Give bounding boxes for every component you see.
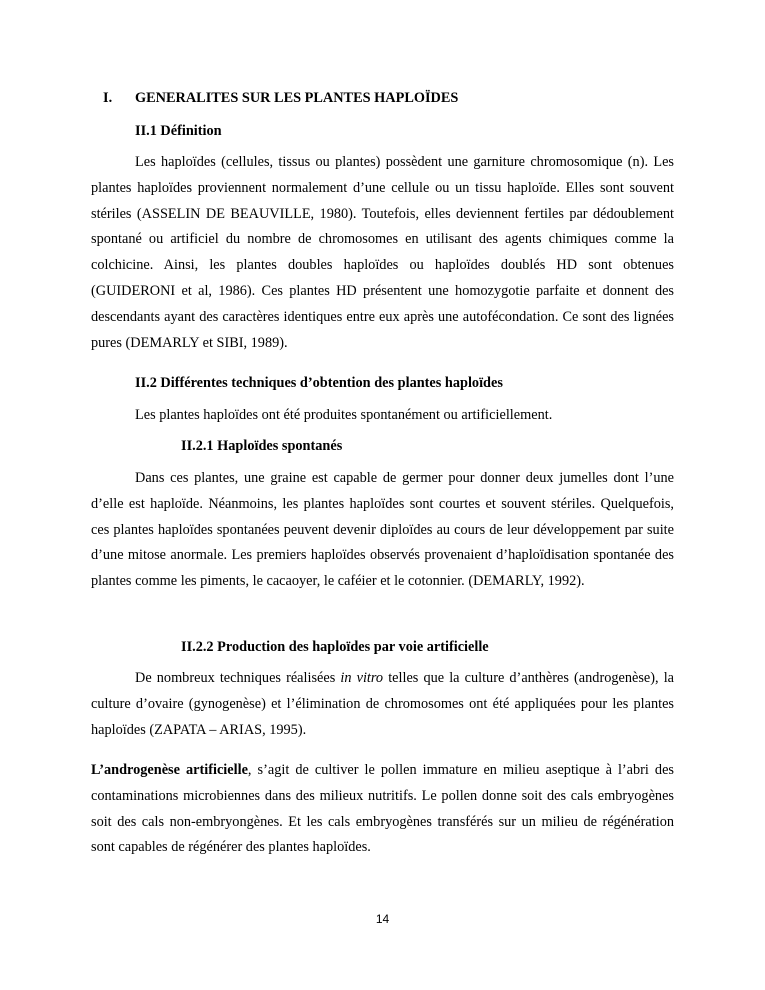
definition-paragraph: Les haploïdes (cellules, tissus ou plantes) possèdent une garniture chromosomique (n). Les plantes haploïdes proviennent normalement d’une cellule ou un tissu haploïde. Elles sont souvent stériles (ASSELIN DE BEAUVILLE, 1980). Toutefois, elles deviennent fertiles par dédoublement spontané ou artificiel du nombre de chromosomes en utilisant des agents chimiques comme la colchicine. Ainsi, les plantes doubles haploïdes ou haploïdes doublés HD sont obtenues (GUIDERONI et al, 1986). Ces plantes HD présentent une homozygotie parfaite et donnent des descendants ayant des caractères identiques entre eux après une autofécondation. Ce sont des lignées pures (DEMARLY et SIBI, 1989). [91,154,674,351]
androgenesis-term: L’androgenèse artificielle [91,762,248,778]
subsection-artificial-title: II.2.2 Production des haploïdes par voie artificielle [181,639,489,655]
artificial-paragraph: De nombreux techniques réalisées in vitro telles que la culture d’anthères (androgenèse), la culture d’ovaire (gynogenèse) et l’élimination de chromosomes ont été appliquées pour les plantes haploïdes (ZAPATA – ARIAS, 1995). [91,670,675,738]
section-number: I. [103,90,113,106]
page-number: 14 [375,912,390,926]
spontaneous-paragraph: Dans ces plantes, une graine est capable de germer pour donner deux jumelles dont l’une d’elle est haploïde. Néanmoins, les plantes haploïdes sont courtes et souvent stériles. Quelquefois, ces plantes haploïdes spontanées peuvent devenir diploïdes au cours de leur développement par suite d’une mitose anormale. Les premiers haploïdes observés provenaient d’haploïdisation spontanée des plantes comme les piments, le cacaoyer, le caféier et le cotonnier. (DEMARLY, 1992). [91,470,674,590]
in-vitro-italic: in vitro [340,670,384,686]
techniques-intro: Les plantes haploïdes ont été produites spontanément ou artificiellement. [135,407,553,423]
subsection-techniques-title: II.2 Différentes techniques d’obtention des plantes haploïdes [135,375,503,391]
section-title: GENERALITES SUR LES PLANTES HAPLOÏDES [135,90,459,106]
section-heading [103,90,458,107]
androgenesis-paragraph: L’androgenèse artificielle, s’agit de cultiver le pollen immature en milieu aseptique à l’abri des contaminations microbiennes dans des milieux nutritifs. Le pollen donne soit des cals embryogènes soit des cals non-embryongènes. Et les cals embryogènes transférés sur un milieu de régénération sont capables de régénérer des plantes haploïdes. [91,762,674,856]
subsection-definition-title: II.1 Définition [135,123,222,139]
subsection-spontaneous-title: II.2.1 Haploïdes spontanés [181,438,343,454]
